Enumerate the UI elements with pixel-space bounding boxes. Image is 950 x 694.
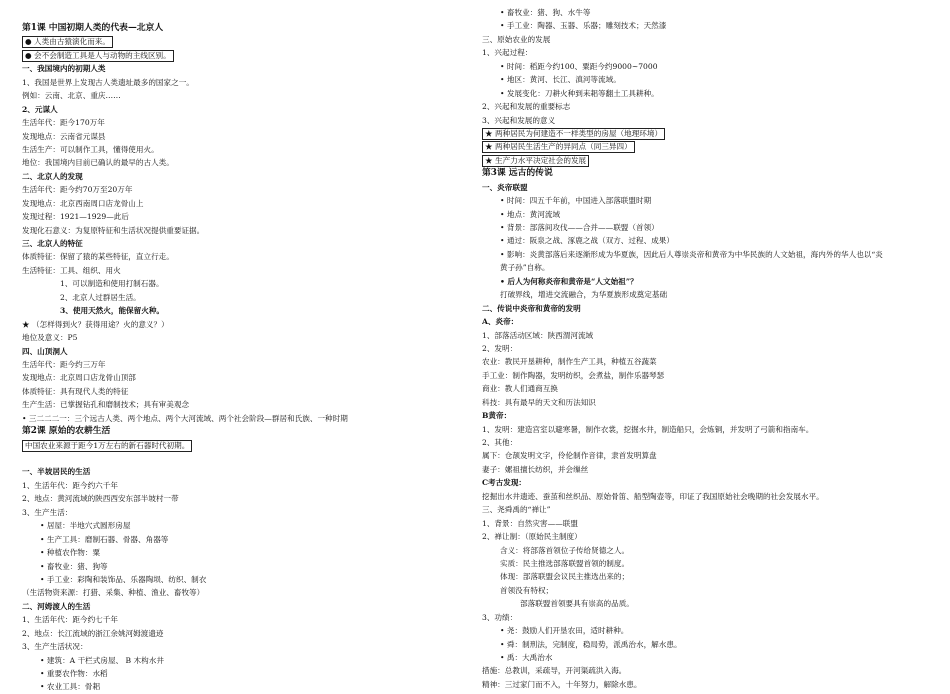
text-line: 2、元谋人 xyxy=(22,104,58,114)
left-column xyxy=(22,22,462,694)
text-line: • 重要农作物：水稻 xyxy=(40,669,108,678)
text-line xyxy=(22,439,462,452)
text-line: 措施：总教训，采疏导，开河渠疏洪入海。 xyxy=(482,666,627,676)
text-line: 生活年代：距今170万年 xyxy=(22,118,105,128)
text-line: 科技：具有最早的天文和历法知识 xyxy=(482,397,596,407)
boxed-note: 中国农业来源于距今1万左右的新石器时代初期。 xyxy=(22,440,192,452)
text-line: 生活年代：距今约70万至20万年 xyxy=(22,185,133,195)
text-line: 1、生活年代：距今约七千年 xyxy=(22,615,118,625)
text-line: 一、半坡居民的生活 xyxy=(22,467,91,477)
text-line: ★ （怎样得到火？获得用途？火的意义？） xyxy=(22,319,169,329)
text-line: • 畜牧业：猪、狗、水牛等 xyxy=(500,8,591,17)
text-line: • 种植农作物：粟 xyxy=(40,548,101,558)
text-line: • 畜牧业：猪、狗等 xyxy=(40,561,108,571)
text-line: • 舜：制刑法，完制度，稳局势，派禹治水，解水患。 xyxy=(500,639,682,649)
text-line: 三、原始农业的发展 xyxy=(482,34,551,44)
text-line: 二、传说中炎帝和黄帝的发明 xyxy=(482,303,581,313)
text-line: 一、我国境内的初期人类 xyxy=(22,64,106,74)
text-line: 黄子孙”自称。 xyxy=(500,263,550,273)
text-line: 1、背景：自然灾害——联盟 xyxy=(482,518,578,528)
text-line: 3、生产生活状况： xyxy=(22,642,88,652)
text-line: 1、兴起过程： xyxy=(482,48,533,58)
text-line: 发现过程：1921—1929—此后 xyxy=(22,212,129,222)
text-line xyxy=(22,452,462,465)
text-line: • 尧：鼓励人们开垦农田，适时耕种。 xyxy=(500,626,629,636)
text-line: 3、使用天然火，能保留火种。 xyxy=(60,306,165,316)
text-line: 例如：云南、北京、重庆…… xyxy=(22,91,121,101)
text-line: • 地区：黄河、长江、滇河等流域。 xyxy=(500,75,621,85)
text-line: 四、山顶洞人 xyxy=(22,346,68,356)
text-line: 3、生产生活： xyxy=(22,507,73,517)
text-line: 2、其他： xyxy=(482,438,518,447)
text-line: 挖掘出水井遗迹、蚕茧和丝织品、原始骨笛、船型陶壶等，印证了我国原始社会晚期的社会发展水平。 xyxy=(482,491,824,501)
text-line xyxy=(482,140,932,153)
text-line: • 农业工具：骨耜 xyxy=(40,682,101,692)
text-line: 2、地点：长江流域的浙江余姚河姆渡遗迹 xyxy=(22,628,164,638)
text-line: 部落联盟首领要具有崇高的品质。 xyxy=(520,599,634,609)
text-line: 发现地点：云南省元谋县 xyxy=(22,131,106,141)
text-line: 一、炎帝联盟 xyxy=(482,182,528,192)
text-line: 1、生活年代：距今约六千年 xyxy=(22,480,118,490)
text-line: • 地点：黄河流域 xyxy=(500,209,561,219)
text-line: 2、发明： xyxy=(482,343,518,353)
boxed-note: ★ 生产力水平决定社会的发展 xyxy=(482,155,589,167)
text-line: 商业：教人们通商互换 xyxy=(482,384,558,394)
boxed-note: ★ 两种居民生活生产的异同点（同三异四） xyxy=(482,141,635,153)
text-line: 发现地点：北京周口店龙骨山顶部 xyxy=(22,373,136,383)
text-line: 1、发明：建造宫室以避寒暑，制作衣裳，挖掘水井，制造船只，会炼铜，并发明了弓箭和指南车。 xyxy=(482,424,814,434)
text-line: 2、北京人过群居生活。 xyxy=(60,292,141,302)
text-line: 3、兴起和发展的意义 xyxy=(482,115,556,125)
text-line: 体质特征：具有现代人类的特征 xyxy=(22,386,129,396)
text-line: C考古发现： xyxy=(482,478,527,488)
text-line: • 发展变化：刀耕火种到耒耜等翻土工具耕种。 xyxy=(500,88,659,98)
text-line: 打破界线，增进交流融合，为华夏族形成奠定基础 xyxy=(500,290,668,300)
text-line: • 手工业：陶器、玉器、乐器；雕刻技术；天然漆 xyxy=(500,21,667,31)
text-line: 三、北京人的特征 xyxy=(22,239,83,248)
text-line: 农业：教民开垦耕种，制作生产工具，种植五谷蔬菜 xyxy=(482,357,657,367)
text-line: • 居屋：半地穴式圆形房屋 xyxy=(40,521,131,531)
text-line: • 时间：稻距今约100、粟距今约9000~7000 xyxy=(500,61,658,71)
text-line: 生产生活：已掌握钻孔和磨制技术；具有审美观念 xyxy=(22,400,190,410)
text-line: 含义：将部落首领位子传给贤德之人。 xyxy=(500,545,630,555)
text-line: • 三二二二一：三个远古人类、两个地点、两个大河流域、两个社会阶段—群居和氏族、一种时期 xyxy=(22,413,348,423)
text-line: 手工业：制作陶器，发明纺织，会煮盐，制作乐器琴瑟 xyxy=(482,370,665,380)
text-line: A、炎帝： xyxy=(482,317,519,327)
text-line: 2、地点：黄河流域的陕西西安东部半坡村一带 xyxy=(22,494,179,504)
text-line: 发现地点：北京西南周口店龙骨山上 xyxy=(22,198,144,208)
text-line: 体现：部落联盟会议民主推选出来的； xyxy=(500,572,630,582)
boxed-note: ● 会不会制造工具是人与动物的主线区别。 xyxy=(22,50,174,62)
text-line: B黄帝： xyxy=(482,411,512,421)
text-line: 实质：民主推选部落联盟首领的制度。 xyxy=(500,558,630,568)
text-line: • 生产工具：磨制石器、骨器、角器等 xyxy=(40,534,169,544)
text-line: • 通过：阪泉之战、涿鹿之战（双方、过程、成果） xyxy=(500,236,674,246)
text-line: 精神：三过家门而不入，十年努力，解除水患。 xyxy=(482,679,642,689)
text-line: • 建筑：A 干栏式房屋、 B 木构水井 xyxy=(40,655,164,665)
boxed-note: ● 人类由古猿演化而来。 xyxy=(22,36,113,48)
text-line xyxy=(22,35,462,48)
text-line: • 影响：炎黄部落后来逐渐形成为华夏族，因此后人尊崇炎帝和黄帝为中华民族的人文始祖，海内外的华人也以“炎 xyxy=(500,249,883,259)
text-line: 第2课 原始的农耕生活 xyxy=(22,426,111,437)
text-line: • 后人为何称炎帝和黄帝是“人文始祖”？ xyxy=(500,276,638,286)
right-column xyxy=(482,6,932,691)
text-line: （生活物资来源：打猎、采集、种植、渔业、畜牧等） xyxy=(22,588,205,598)
text-line: 2、兴起和发展的重要标志 xyxy=(482,102,571,112)
text-line: 属下：仓颉发明文字，伶伦制作音律，隶首发明算盘 xyxy=(482,451,657,461)
boxed-note: ★ 两种居民为何建造不一样类型的房屋（地理环境） xyxy=(482,128,665,140)
text-line: • 禹：大禹治水 xyxy=(500,653,553,662)
text-line xyxy=(22,49,462,62)
text-line: 三、尧舜禹的“禅让” xyxy=(482,505,551,515)
text-line: 3、功绩： xyxy=(482,612,518,622)
text-line: 二、北京人的发现 xyxy=(22,171,83,181)
text-line: 生活生产：可以制作工具，懂得使用火。 xyxy=(22,144,159,154)
text-line: 生活特征：工具、组织、用火 xyxy=(22,265,121,275)
text-line: 第1课 中国初期人类的代表—北京人 xyxy=(22,23,164,33)
text-line xyxy=(482,154,932,167)
text-line: 二、河姆渡人的生活 xyxy=(22,601,91,611)
text-line: • 背景：部落间攻伐——合并——联盟（首领） xyxy=(500,223,659,232)
text-line: 发现化石意义：为复原特征和生活状况提供重要证据。 xyxy=(22,225,205,235)
text-line: 1、部落活动区域：陕西渭河流域 xyxy=(482,330,594,340)
text-line: 生活年代：距今约三万年 xyxy=(22,359,106,369)
text-line: 首领没有特权； xyxy=(500,585,554,595)
text-line: 地位：我国境内目前已确认的最早的古人类。 xyxy=(22,158,174,168)
text-line: 1、我国是世界上发现古人类遗址最多的国家之一。 xyxy=(22,77,194,87)
text-line: • 手工业：彩陶和装饰品、乐器陶埙、纺织、制衣 xyxy=(40,574,207,584)
text-line: 体质特征：保留了猿的某些特征，直立行走。 xyxy=(22,252,174,262)
text-line xyxy=(482,127,932,140)
text-line: 2、禅让制：（原始民主制度） xyxy=(482,532,582,542)
text-line: 第3课 远古的传说 xyxy=(482,168,553,179)
text-line: 1、可以制造和使用打制石器。 xyxy=(60,279,164,289)
text-line: 妻子：嫘祖擅长纺织，并会缫丝 xyxy=(482,464,589,474)
text-line: 地位及意义：P5 xyxy=(22,333,78,343)
text-line: • 时间：四五千年前，中国进入部落联盟时期 xyxy=(500,196,652,206)
